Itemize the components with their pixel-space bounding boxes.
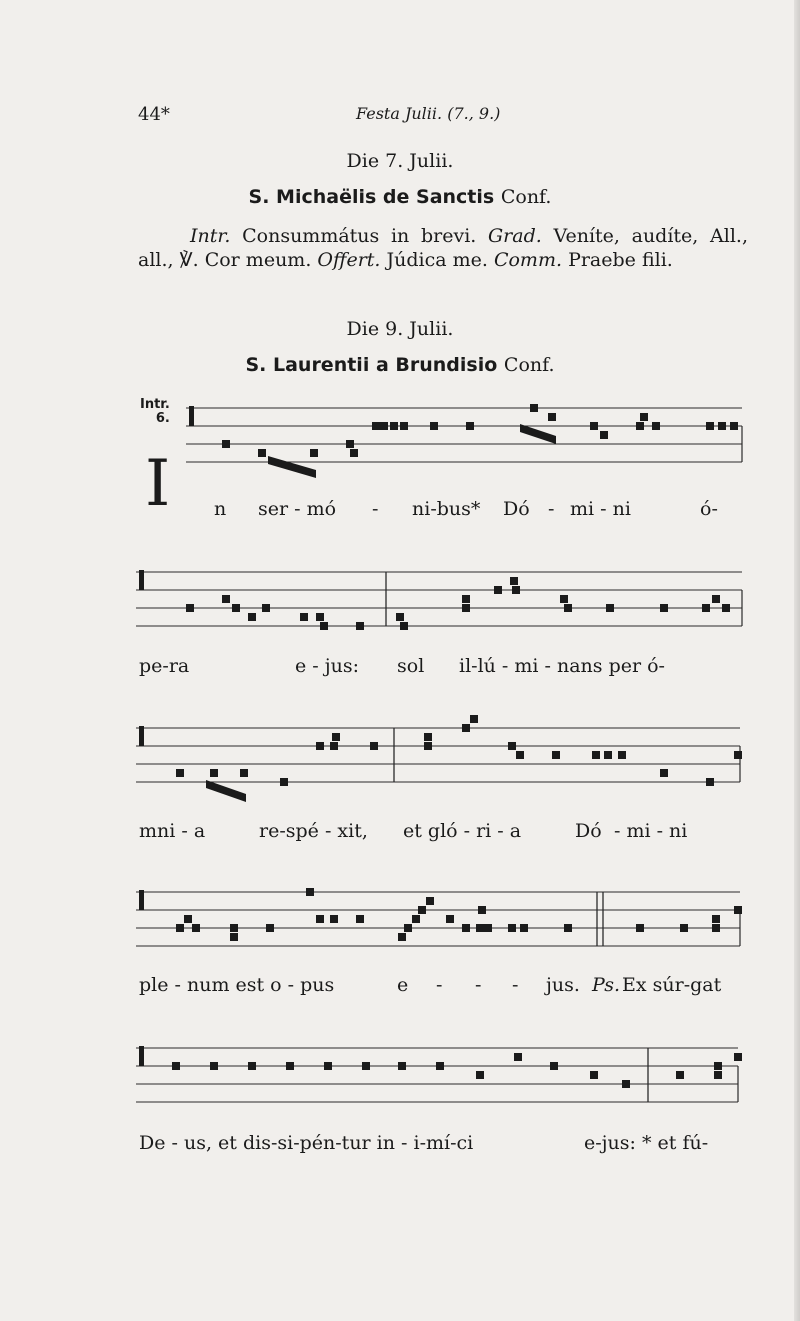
neume-note [510,577,518,585]
neume-note [550,1062,558,1070]
neume-note [418,906,426,914]
neume-note [548,413,556,421]
neume-note [332,733,340,741]
neume-note [316,742,324,750]
neume-note [636,924,644,932]
lyric-4d: - [475,974,482,996]
neume-note [476,924,484,932]
neume-note [396,613,404,621]
neume-note [404,924,412,932]
neume-note [316,915,324,923]
neume-note [262,604,270,612]
neume-note [186,604,194,612]
neume-note [676,1071,684,1079]
neume-note [248,1062,256,1070]
drop-initial: I [145,447,171,521]
c-clef-icon [139,570,144,590]
lyric-2d: il-lú - mi - nans per ó- [459,655,665,677]
neume-note [356,915,364,923]
versicle-symbol: ℣. [179,249,199,271]
lyric-2b: e - jus: [295,655,360,677]
c-clef-icon [139,726,144,746]
lyric-5a: De - us, et dis-si-pén-tur in - i-mí-ci [139,1132,474,1154]
neume-note [412,915,420,923]
neume-note [712,595,720,603]
neume-note [706,422,714,430]
neume-note [436,1062,444,1070]
lyric-4a: ple - num est o - pus [139,974,335,996]
ligature-neume [268,456,316,478]
offert-label: Offert. [317,249,381,271]
neume-note [184,915,192,923]
neume-note [508,742,516,750]
neume-note [346,440,354,448]
grad-text: Veníte, audíte, [553,225,699,247]
lyric-2c: sol [397,655,425,677]
feast-date-1: Die 7. Julii. [346,150,454,172]
neume-note [400,422,408,430]
lyric-4e: - [512,974,519,996]
neume-note [356,622,364,630]
neume-note [520,924,528,932]
neume-note [680,924,688,932]
intr-text: Consummátus in brevi. [242,225,477,247]
neume-note [466,422,474,430]
neume-note [618,751,626,759]
neume-note [446,915,454,923]
feast-date-2: Die 9. Julii. [346,318,454,340]
lyric-2a: pe-ra [139,655,190,677]
ligature-neume [206,780,246,802]
lyric-1b: ser - mó [258,498,337,520]
neume-note [424,742,432,750]
neume-note [300,613,308,621]
neume-note [552,751,560,759]
saint-suffix-1: Conf. [500,186,552,208]
neume-note [734,1053,742,1061]
running-title: Festa Julii. (7., 9.) [356,104,501,123]
neume-note [430,422,438,430]
neume-note [210,1062,218,1070]
neume-note [564,604,572,612]
neume-note [470,715,478,723]
neume-note [222,440,230,448]
neume-note [380,422,388,430]
lyric-1f: - [548,498,555,520]
neume-note [730,422,738,430]
neume-note [232,604,240,612]
c-clef-icon [139,890,144,910]
neume-note [600,431,608,439]
lyric-3b: re-spé - xit, [259,820,368,842]
neume-note [210,769,218,777]
lyric-1d: ni-bus* [412,498,481,520]
neume-note [592,751,600,759]
lyric-3a: mni - a [139,820,206,842]
neume-note [316,613,324,621]
neume-note [478,906,486,914]
neume-note [230,933,238,941]
neume-note [306,888,314,896]
comm-label: Comm. [493,249,563,271]
lyric-1a: n [214,498,227,520]
neume-note [702,604,710,612]
lyric-1h: ó- [700,498,718,520]
neume-note [462,924,470,932]
neume-note [560,595,568,603]
comm-text: Praebe fili. [568,249,673,271]
neume-note [714,1071,722,1079]
neume-note [324,1062,332,1070]
chant-mode: 6. [155,411,170,426]
neume-note [176,769,184,777]
neume-note [222,595,230,603]
neume-note [176,924,184,932]
neume-note [712,915,720,923]
neume-note [240,769,248,777]
neume-note [622,1080,630,1088]
neume-note [230,924,238,932]
intr-label: Intr. [190,225,231,247]
lyric-1g: mi - ni [570,498,631,520]
neume-note [564,924,572,932]
neume-note [398,1062,406,1070]
neume-note [718,422,726,430]
neume-note [192,924,200,932]
lyric-3d: Dó [575,820,602,842]
neume-note [640,413,648,421]
neume-note [604,751,612,759]
neume-note [400,622,408,630]
lyric-3e: - mi - ni [614,820,688,842]
lyric-1c: - [372,498,379,520]
neume-note [350,449,358,457]
neume-note [484,924,492,932]
neume-note [172,1062,180,1070]
neume-note [652,422,660,430]
saint-suffix-2: Conf. [503,354,555,376]
page-number: 44* [138,104,170,125]
neume-note [734,751,742,759]
ligature-neume [520,424,556,444]
neume-note [462,604,470,612]
saint-name-1: S. Michaëlis de Sanctis [248,186,495,208]
neume-note [590,1071,598,1079]
cor-text: Cor meum. [204,249,312,271]
neume-note [660,769,668,777]
neume-note [320,622,328,630]
lyric-4b: e [397,974,409,996]
neume-note [706,778,714,786]
neume-note [494,586,502,594]
lyric-5b: e-jus: * et fú- [584,1132,709,1154]
neume-note [530,404,538,412]
neume-note [712,924,720,932]
neume-note [606,604,614,612]
neume-note [266,924,274,932]
neume-note [424,733,432,741]
lyric-4f: jus. [546,974,580,996]
neume-note [476,1071,484,1079]
neume-note [426,897,434,905]
c-clef-icon [139,1046,144,1066]
alleluia-text: All., all., [138,225,748,271]
neume-note [280,778,288,786]
grad-label: Grad. [488,225,542,247]
neume-note [258,449,266,457]
neume-note [248,613,256,621]
neume-note [508,924,516,932]
neume-note [330,742,338,750]
neume-note [714,1062,722,1070]
neume-note [636,422,644,430]
neume-note [390,422,398,430]
psalm-label: Ps. [592,974,621,996]
neume-note [734,906,742,914]
neume-note [512,586,520,594]
neume-note [590,422,598,430]
lyric-3c: et gló - ri - a [403,820,522,842]
neume-note [372,422,380,430]
neume-note [516,751,524,759]
offert-text: Júdica me. [386,249,488,271]
neume-note [330,915,338,923]
neume-note [722,604,730,612]
lyric-4c: - [436,974,443,996]
neume-note [514,1053,522,1061]
lyric-4g: Ex súr-gat [622,974,722,996]
neume-note [660,604,668,612]
lyric-1e: Dó [503,498,530,520]
saint-name-2: S. Laurentii a Brundisio [245,354,498,376]
neume-note [398,933,406,941]
neume-note [462,724,470,732]
chant-type: Intr. [140,397,170,412]
c-clef-icon [189,406,194,426]
neume-note [462,595,470,603]
neume-note [286,1062,294,1070]
neume-note [362,1062,370,1070]
neume-note [370,742,378,750]
neume-note [310,449,318,457]
